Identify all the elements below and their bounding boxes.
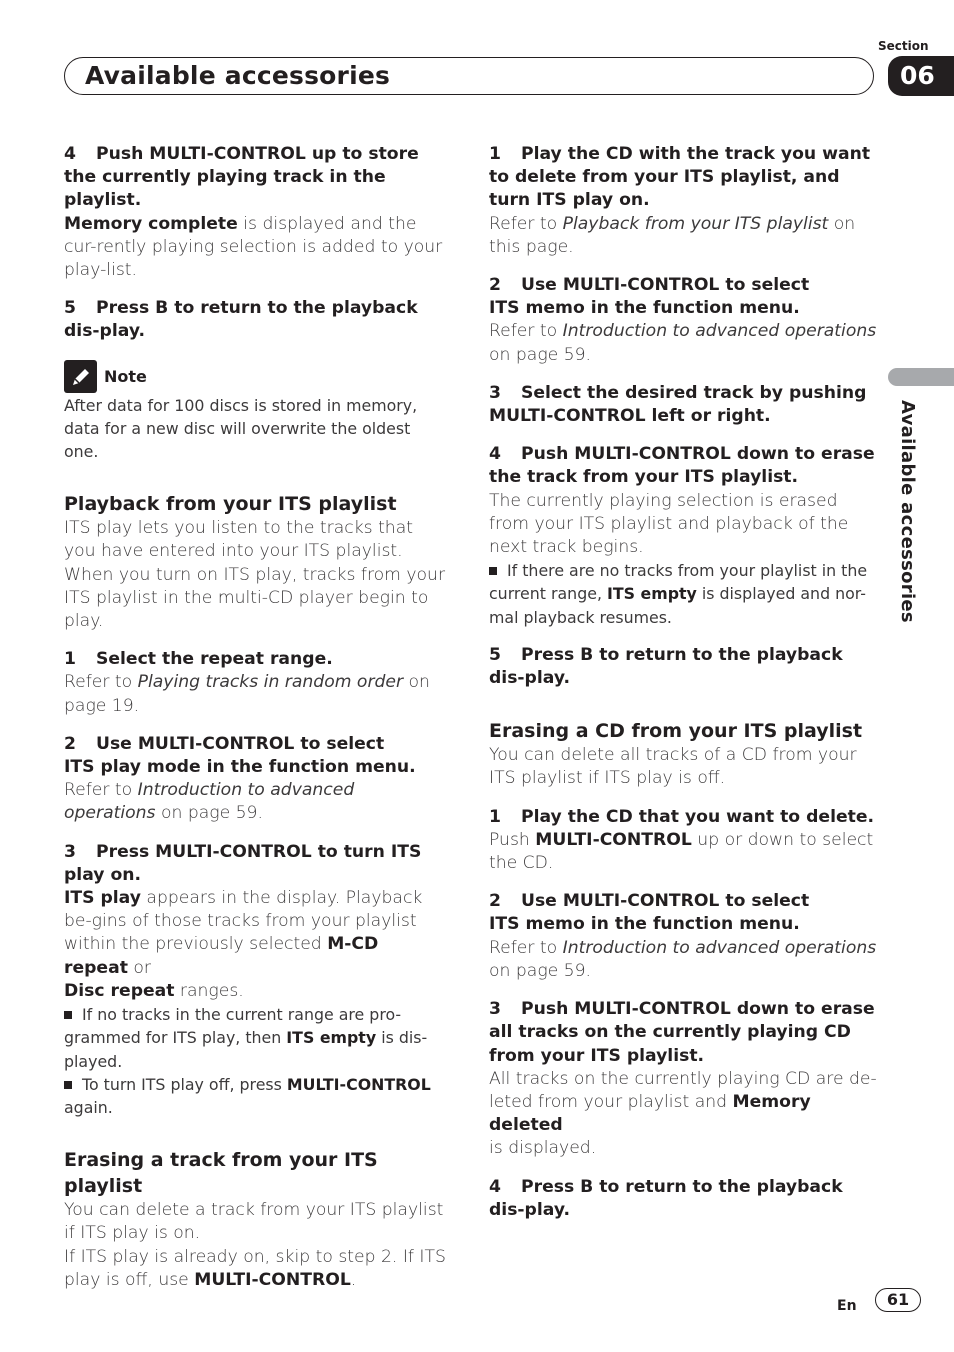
- step-select-its-memo-body: Refer to Introduction to advanced operations on page 59.: [489, 321, 877, 365]
- heading-erase-track: Erasing a track from your ITS playlist: [64, 1149, 378, 1198]
- erase-track-intro: You can delete a track from your ITS playlist if ITS play is on.: [64, 1200, 444, 1244]
- heading-playback-its: Playback from your ITS playlist: [64, 493, 397, 516]
- erase-cd-intro: You can delete all tracks of a CD from your ITS playlist if ITS play is off.: [489, 745, 857, 789]
- note-header: [64, 360, 448, 394]
- bullet-no-tracks: If there are no tracks from your playlist in the current range, ITS empty is displayed and nor-mal playback resumes.: [489, 561, 868, 627]
- step-store-track-body: Memory complete is displayed and the cur-rently playing selection is added to your play-list.: [64, 213, 443, 281]
- step-select-its-memo: 2 Use MULTI-CONTROL to select ITS memo in the function menu.: [489, 275, 810, 319]
- step-play-cd-delete-body: Push MULTI-CONTROL up or down to select the CD.: [489, 829, 874, 874]
- bullet-icon: [64, 1081, 72, 1089]
- page-title: Available accessories: [85, 61, 391, 90]
- step-select-its-memo-2-body: Refer to Introduction to advanced operations on page 59.: [489, 937, 877, 981]
- step-store-track: 4 Push MULTI-CONTROL up to store the currently playing track in the playlist.: [64, 144, 419, 211]
- bullet-its-empty: If no tracks in the current range are pro-grammed for ITS play, then ITS empty is dis-played.: [64, 1005, 428, 1071]
- left-column: [64, 143, 448, 1292]
- step-return-playback-2: 5 Press B to return to the playback dis-play.: [489, 644, 843, 689]
- step-select-its-play-mode-body: Refer to Introduction to advanced operations on page 59.: [64, 780, 355, 824]
- step-select-its-memo-2: 2 Use MULTI-CONTROL to select ITS memo in the function menu.: [489, 891, 810, 935]
- step-return-playback-3: 4 Press B to return to the playback dis-play.: [489, 1176, 843, 1220]
- language-code: En: [837, 1298, 857, 1314]
- step-play-cd-track: 1 Play the CD with the track you want to delete from your ITS playlist, and turn ITS play on.: [489, 144, 871, 211]
- right-column: [489, 143, 879, 1222]
- step-select-repeat-body: Refer to Playing tracks in random order on page 19.: [64, 672, 430, 716]
- step-return-playback: 5 Press B to return to the playback dis-play.: [64, 298, 418, 342]
- bullet-icon: [64, 1011, 72, 1019]
- note-pencil-icon: [64, 360, 97, 393]
- side-tab-label: Available accessories: [897, 400, 918, 623]
- section-label: Section: [878, 39, 929, 53]
- step-play-cd-track-body: Refer to Playback from your ITS playlist on this page.: [489, 213, 856, 257]
- step-turn-its-play-on: 3 Press MULTI-CONTROL to turn ITS play on.: [64, 841, 422, 885]
- note-label: Note: [104, 367, 147, 387]
- erase-track-note: If ITS play is already on, skip to step 2. If ITS play is off, use MULTI-CONTROL.: [64, 1246, 446, 1290]
- note-text: After data for 100 discs is stored in memory, data for a new disc will overwrite the oldest one.: [64, 395, 418, 462]
- step-select-track: 3 Select the desired track by pushing MULTI-CONTROL left or right.: [489, 382, 867, 427]
- step-play-cd-delete: 1 Play the CD that you want to delete.: [489, 806, 875, 827]
- step-erase-track: 4 Push MULTI-CONTROL down to erase the track from your ITS playlist.: [489, 444, 875, 488]
- playback-its-intro: ITS play lets you listen to the tracks that you have entered into your ITS playlist. When you turn on ITS play, tracks from your ITS playlist in the multi-CD player begin to play.: [64, 518, 446, 632]
- bullet-icon: [489, 567, 497, 575]
- header-bar: [64, 57, 874, 95]
- heading-erase-cd: Erasing a CD from your ITS playlist: [489, 720, 863, 743]
- bullet-turn-off: To turn ITS play off, press MULTI-CONTROL again.: [64, 1074, 431, 1117]
- side-tab-marker: [888, 368, 954, 386]
- step-select-its-play-mode: 2 Use MULTI-CONTROL to select ITS play mode in the function menu.: [64, 733, 416, 778]
- page-number: 61: [875, 1288, 921, 1312]
- step-erase-all-tracks: 3 Push MULTI-CONTROL down to erase all tracks on the currently playing CD from your ITS playlist.: [489, 999, 875, 1066]
- step-erase-all-tracks-body: All tracks on the currently playing CD are de-leted from your playlist and Memory deleted is displayed.: [489, 1068, 877, 1159]
- section-number: 06: [888, 56, 954, 96]
- step-erase-track-body: The currently playing selection is erased from your ITS playlist and playback of the next track begins.: [489, 490, 849, 558]
- step-select-repeat: 1 Select the repeat range.: [64, 649, 333, 670]
- step-turn-its-play-on-body: ITS play appears in the display. Playback be-gins of those tracks from your playlist within the previously selected M-CD repeat or Disc repeat ranges.: [64, 888, 423, 1001]
